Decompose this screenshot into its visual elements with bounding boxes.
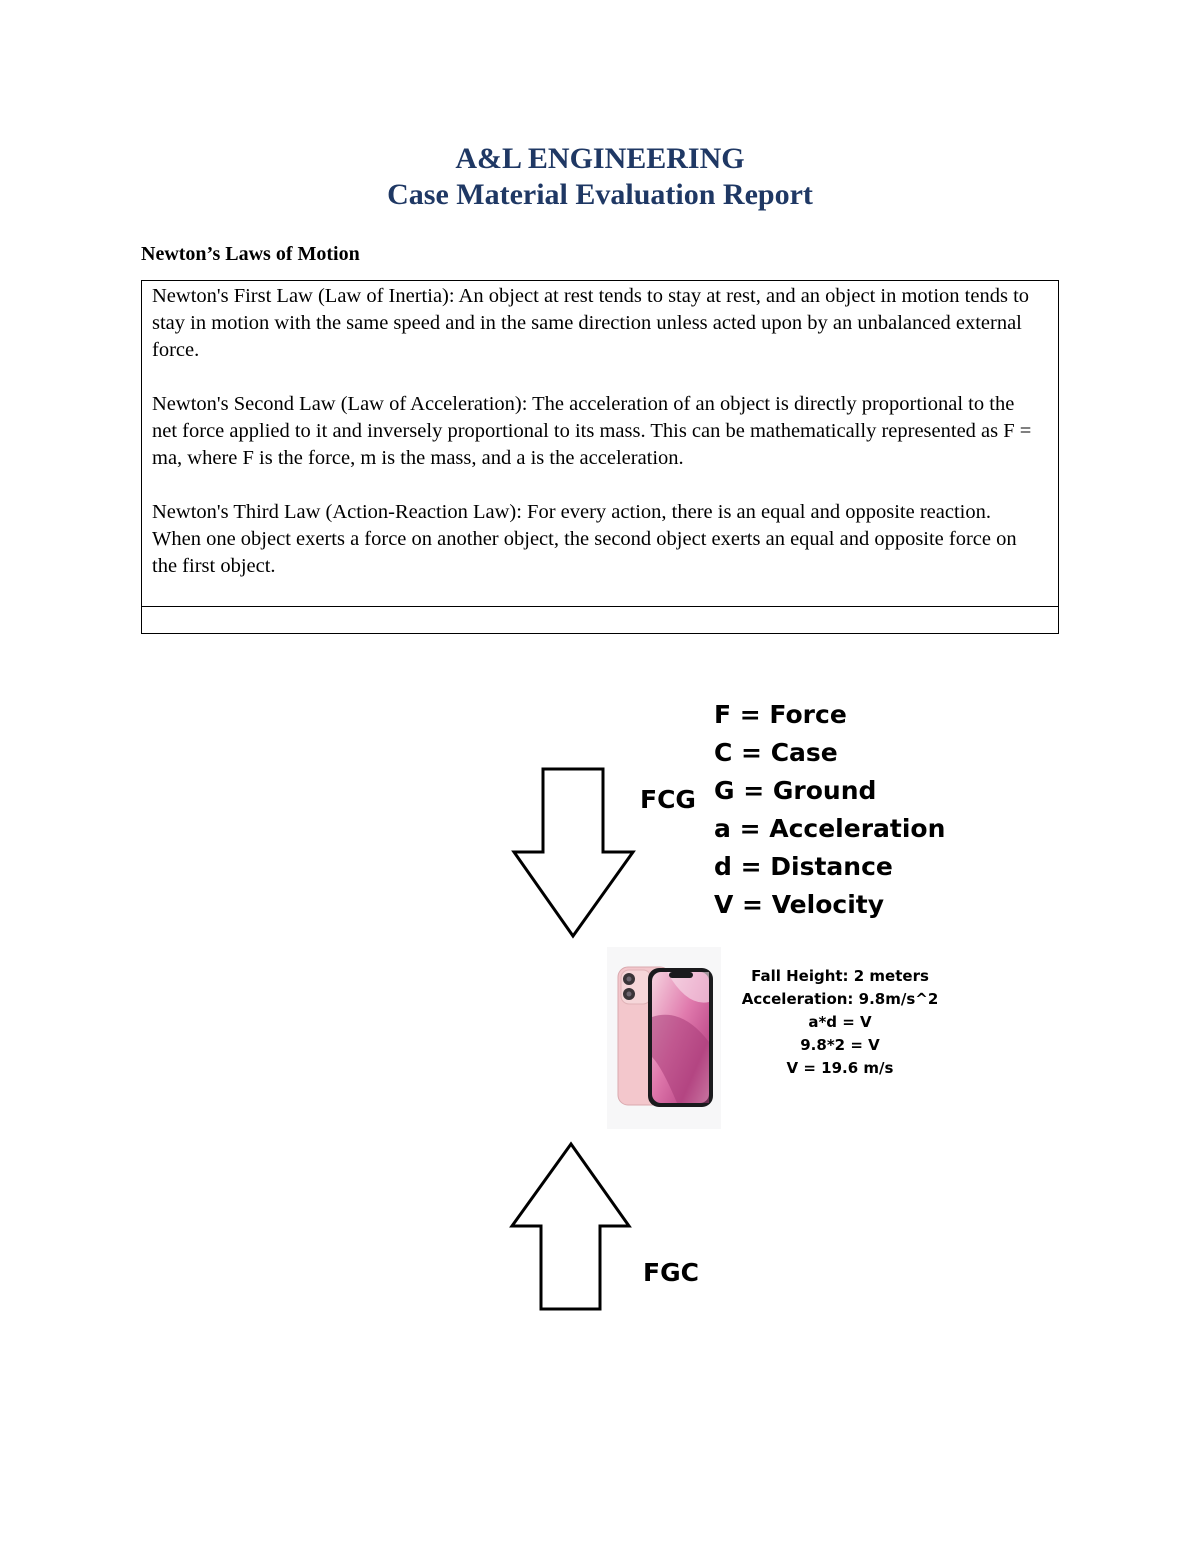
- fgc-label: FGC: [643, 1258, 699, 1287]
- legend-item: V = Velocity: [714, 890, 885, 919]
- third-law-text: Newton's Third Law (Action-Reaction Law): For every action, there is an equal and opposite reaction. When one object exerts a force on another object, the second object exerts an equal and opposite force on the first object.: [152, 501, 1017, 577]
- fcg-label: FCG: [640, 785, 696, 814]
- legend-item: F = Force: [714, 700, 847, 729]
- calc-line: a*d = V: [808, 1013, 872, 1031]
- down-arrow-icon: [514, 769, 633, 936]
- legend-item: C = Case: [714, 738, 838, 767]
- second-law-text: Newton's Second Law (Law of Acceleration): The acceleration of an object is directly proportional to the net force applied to it and inversely proportional to its mass. This can be mathematically represented as F = ma, where F is the force, m is the mass, and a is the acceleration.: [152, 393, 1032, 469]
- calc-line: Acceleration: 9.8m/s^2: [741, 990, 939, 1008]
- legend-item: G = Ground: [714, 776, 877, 805]
- legend-item: d = Distance: [714, 852, 893, 881]
- velocity-calculation: [740, 965, 940, 1080]
- report-title: Case Material Evaluation Report: [387, 178, 813, 211]
- first-law-text: Newton's First Law (Law of Inertia): An object at rest tends to stay at rest, and an object in motion tends to stay in motion with the same speed and in the same direction unless acted upon by an unbalanced external force.: [152, 285, 1030, 361]
- calc-line: 9.8*2 = V: [800, 1036, 880, 1054]
- phone-image: [607, 947, 721, 1129]
- calc-line: V = 19.6 m/s: [786, 1059, 894, 1077]
- calc-line: Fall Height: 2 meters: [751, 967, 929, 985]
- variable-legend: [714, 696, 945, 924]
- up-arrow-icon: [512, 1144, 629, 1309]
- legend-item: a = Acceleration: [714, 814, 946, 843]
- section-heading: Newton’s Laws of Motion: [141, 243, 360, 265]
- company-name: A&L ENGINEERING: [455, 142, 745, 175]
